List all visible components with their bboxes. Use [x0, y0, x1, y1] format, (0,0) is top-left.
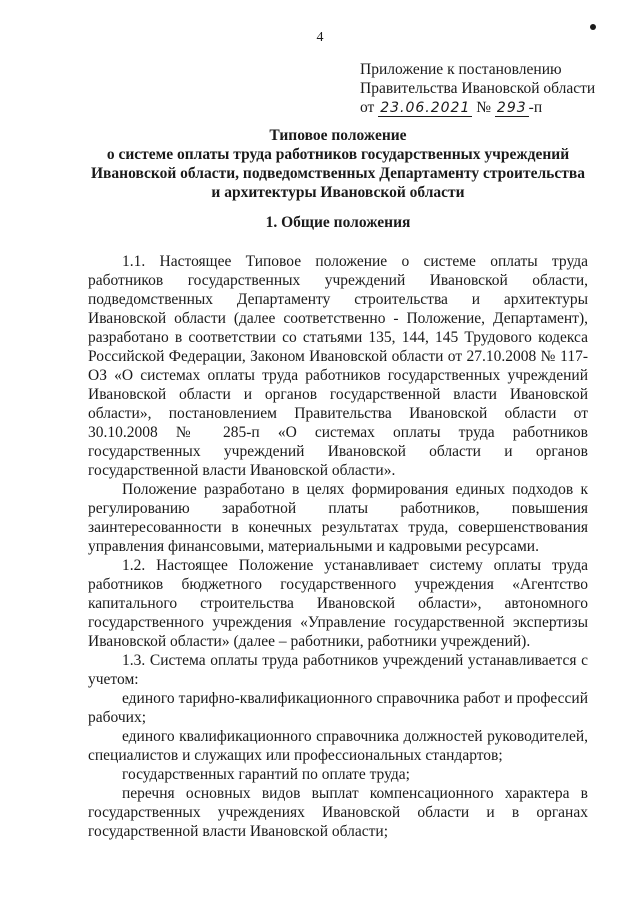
paragraph-1-3: 1.3. Система оплаты труда работников учреждений устанавливается с учетом:	[88, 652, 588, 688]
attachment-suffix: -п	[528, 99, 543, 116]
attachment-line-2: Правительства Ивановской области	[360, 80, 596, 97]
section-heading: 1. Общие положения	[265, 214, 411, 231]
title-line-2: о системе оплаты труда работников государственных учреждений	[106, 146, 570, 163]
list-item-compensation-payments: перечня основных видов выплат компенсационного характера в государственных учреждениях Ивановской области и в органах государственной власти Ивановской области;	[88, 785, 588, 840]
title-line-4: и архитектуры Ивановской области	[211, 184, 465, 201]
list-item-tariff-reference: единого тарифно-квалификационного справочника работ и профессий рабочих;	[88, 690, 588, 726]
handwritten-date: 23.06.2021	[380, 100, 471, 116]
attachment-block	[360, 60, 600, 118]
paragraph-1-2: 1.2. Настоящее Положение устанавливает систему оплаты труда работников бюджетного государственного учреждения «Агентство капитального строительства Ивановской области», автономного государственного учреждения «Управление государственной экспертизы Ивановской области» (далее – работники, работники учреждений).	[88, 557, 588, 650]
title-line-1: Типовое положение	[269, 127, 407, 144]
attachment-number-sign: №	[476, 99, 492, 116]
paragraph-purpose: Положение разработано в целях формирования единых подходов к регулированию заработной платы работников, повышения заинтересованности в конечных результатах труда, совершенствования управления финансовыми, материальными и кадровыми ресурсами.	[88, 481, 588, 555]
attachment-date-line	[360, 98, 600, 118]
list-item-state-guarantees: государственных гарантий по оплате труда;	[122, 766, 410, 783]
page-number: 4	[316, 30, 324, 45]
paragraph-1-1: 1.1. Настоящее Типовое положение о системе оплаты труда работников государственных учреждений Ивановской области, подведомственных Департаменту строительства и архитектуры Ивановской области (далее соответственно - Положение, Департамент), разработано в соответствии со статьями 135, 144, 145 Трудового кодекса Российской Федерации, Законом Ивановской области от 27.10.2008 № 117-ОЗ «О системах оплаты труда работников государственных учреждений Ивановской области и органов государственной власти Ивановской области», постановлением Правительства Ивановской области от 30.10.2008 № 285-п «О системах оплаты труда работников государственных учреждений Ивановской области и органов государственной власти Ивановской области».	[88, 253, 588, 479]
attachment-line-1: Приложение к постановлению	[360, 61, 562, 78]
handwritten-number: 293	[496, 100, 527, 116]
body-text	[88, 252, 588, 841]
title-line-3: Ивановской области, подведомственных Департаменту строительства	[90, 165, 585, 182]
document-title	[88, 126, 588, 202]
attachment-prefix: от	[360, 99, 375, 116]
list-item-qualification-reference: единого квалификационного справочника должностей руководителей, специалистов и служащих или профессиональных стандартов;	[88, 728, 588, 764]
corner-dot-mark	[590, 24, 596, 30]
